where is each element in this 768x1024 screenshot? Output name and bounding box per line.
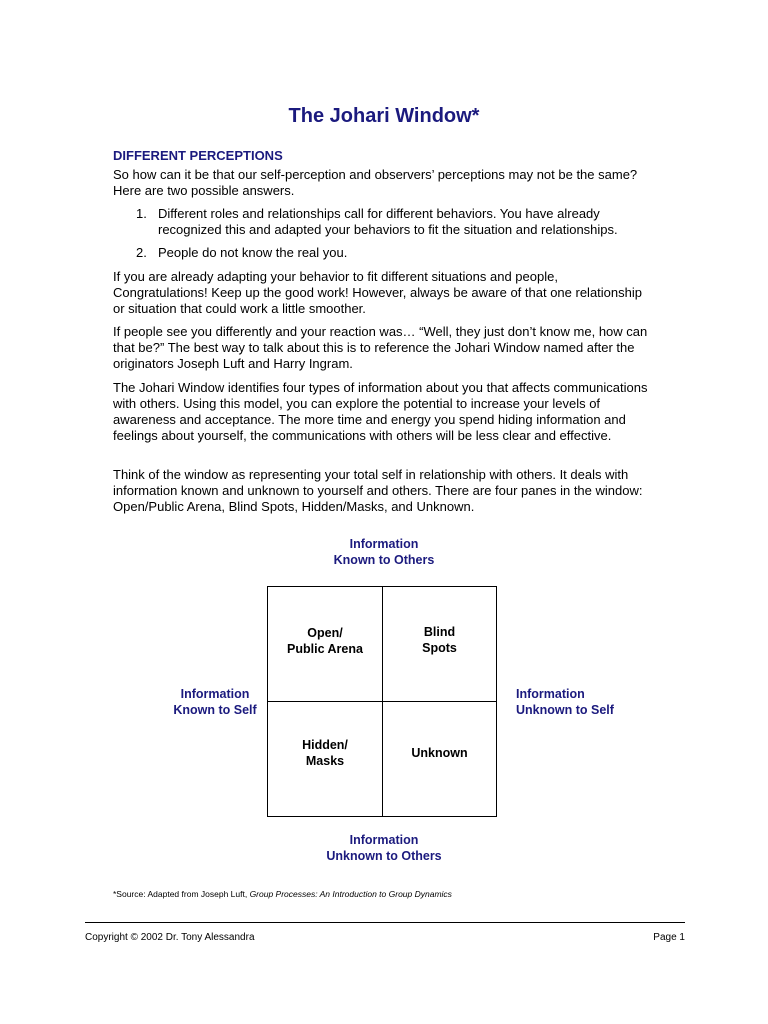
pane-blind-spots: [383, 624, 496, 656]
label-unknown-to-others: [284, 832, 484, 864]
source-footnote: [113, 889, 452, 900]
body-paragraph: If you are already adapting your behavior to fit different situations and people, Congratulations! Keep up the good work! However, always be aware of that one relationship or situation that could work a little smoother.: [113, 269, 642, 316]
pane-unknown: [383, 745, 496, 761]
pane-line: Blind: [423, 625, 456, 639]
body-paragraph: If people see you differently and your reaction was… “Well, they just don’t know me, how can that be?” The best way to talk about this is to reference the Johari Window named after the originators Joseph Luft and Harry Ingram.: [113, 324, 648, 371]
list-item: [113, 206, 658, 238]
page-title: The Johari Window*: [288, 105, 480, 127]
answers-list: [113, 206, 658, 268]
label-line: Information: [516, 687, 585, 701]
label-line: Information: [349, 833, 419, 847]
pane-open-public-arena: [268, 625, 382, 657]
label-line: Information: [349, 537, 419, 551]
label-line: Unknown to Others: [326, 849, 442, 863]
label-unknown-to-self: [516, 686, 646, 718]
body-paragraph: Think of the window as representing your total self in relationship with others. It deals with information known and unknown to yourself and others. There are four panes in the window: Open/Public Arena, Blind Spots, Hidden/Masks, and Unknown.: [113, 467, 643, 514]
intro-paragraph: So how can it be that our self-perception and observers’ perceptions may not be the same? Here are two possible answers.: [113, 167, 638, 198]
source-book-title: Group Processes: An Introduction to Group Dynamics: [249, 889, 452, 899]
label-known-to-others: [284, 536, 484, 568]
list-item: [113, 245, 658, 261]
source-prefix: *Source: Adapted from Joseph Luft,: [113, 889, 250, 899]
footer-page-number: Page 1: [653, 932, 685, 943]
body-paragraph: The Johari Window identifies four types of information about you that affects communications with others. Using this model, you can explore the potential to increase your levels of awareness and acceptance. The more time and energy you spend hiding information and feelings about yourself, the communications with others will be less clear and effective.: [113, 380, 648, 443]
pane-hidden-masks: [268, 737, 382, 769]
section-heading: DIFFERENT PERCEPTIONS: [113, 148, 283, 163]
grid-horizontal-divider: [268, 701, 496, 702]
list-item-number: 2.: [136, 245, 147, 260]
pane-line: Hidden/: [302, 738, 348, 752]
pane-line: Spots: [422, 641, 457, 655]
list-item-text: People do not know the real you.: [158, 245, 348, 260]
list-item-text: Different roles and relationships call for different behaviors. You have already recognized this and adapted your behaviors to fit the situation and relationships.: [158, 206, 618, 237]
johari-window-grid: [267, 586, 497, 817]
label-line: Information: [180, 687, 250, 701]
footer-divider: [85, 922, 685, 923]
list-item-number: 1.: [136, 206, 147, 221]
pane-line: Public Arena: [287, 642, 363, 656]
pane-line: Masks: [305, 754, 345, 768]
label-line: Known to Self: [173, 703, 257, 717]
pane-line: Unknown: [411, 746, 468, 760]
pane-line: Open/: [307, 626, 343, 640]
label-line: Known to Others: [333, 553, 435, 567]
footer-copyright: Copyright © 2002 Dr. Tony Alessandra: [85, 932, 255, 943]
label-line: Unknown to Self: [516, 703, 614, 717]
